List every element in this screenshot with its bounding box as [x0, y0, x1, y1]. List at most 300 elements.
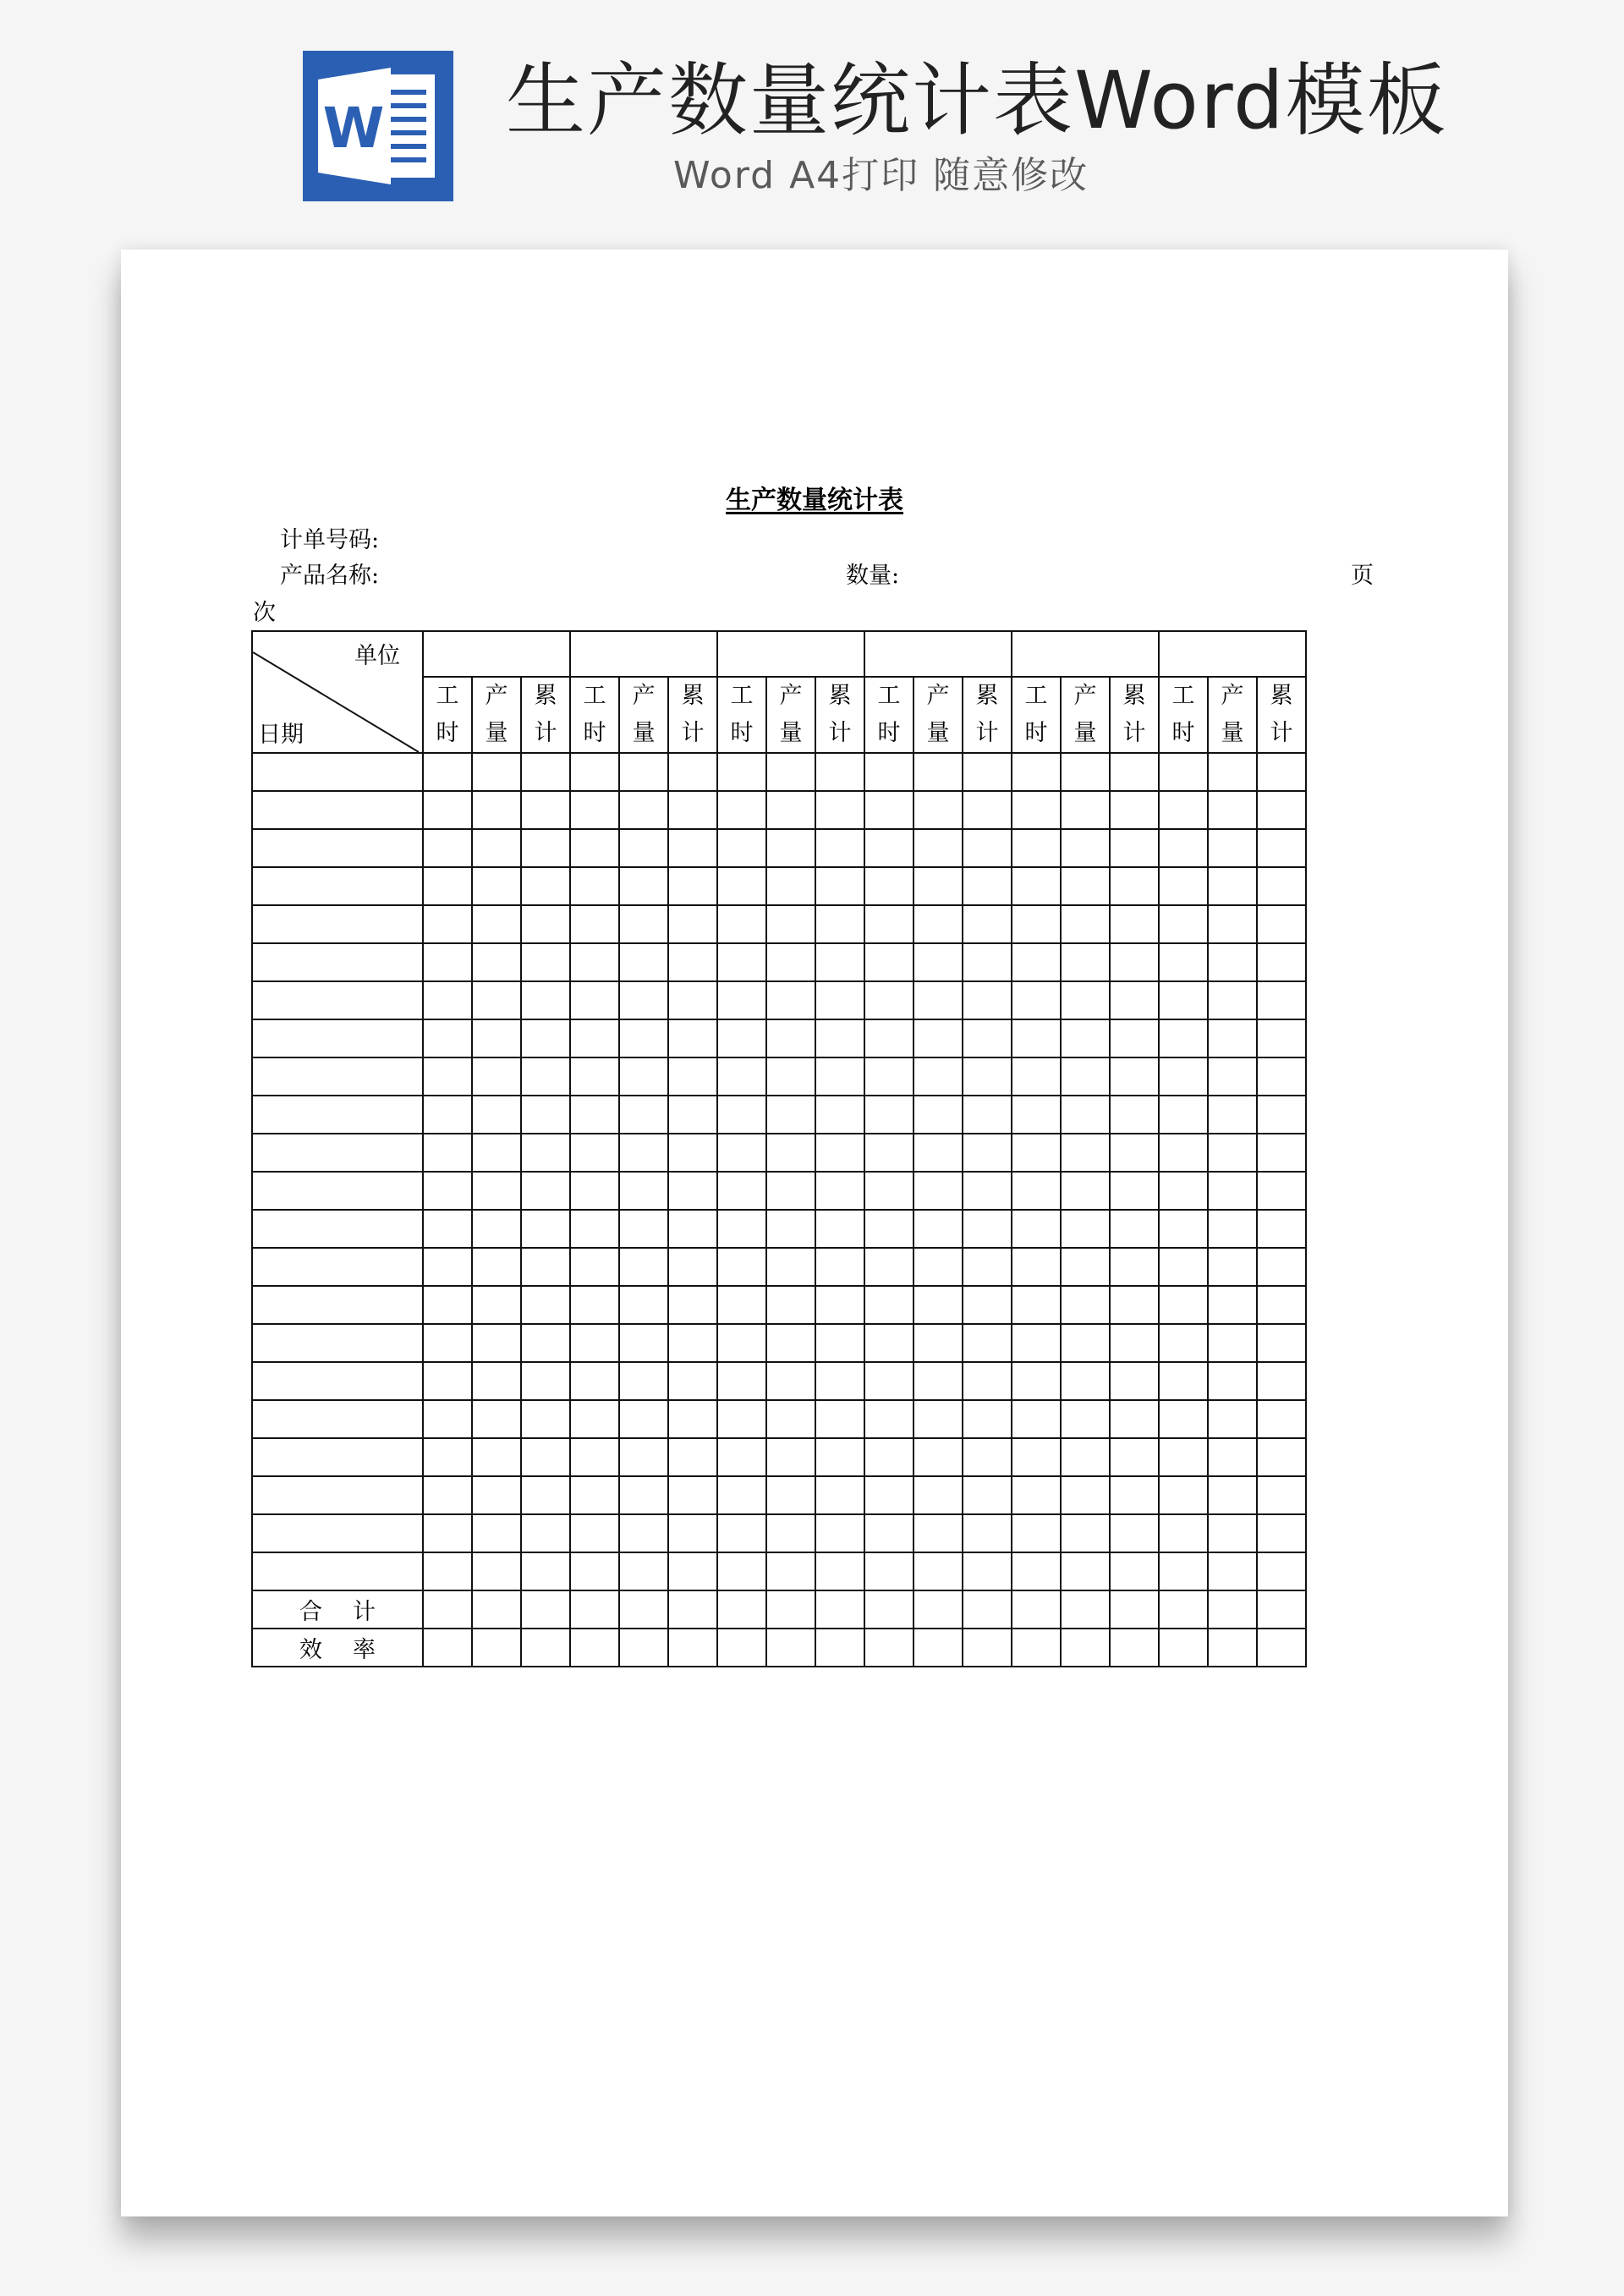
data-cell[interactable] — [914, 943, 963, 981]
date-cell[interactable] — [252, 1438, 423, 1476]
data-cell[interactable] — [619, 829, 668, 867]
data-cell[interactable] — [766, 753, 815, 791]
data-cell[interactable] — [619, 1134, 668, 1172]
data-cell[interactable] — [717, 867, 766, 905]
data-cell[interactable] — [1159, 1096, 1208, 1134]
data-cell[interactable] — [1159, 1324, 1208, 1362]
data-cell[interactable] — [1012, 1590, 1061, 1629]
data-cell[interactable] — [766, 1057, 815, 1096]
data-cell[interactable] — [1110, 1210, 1159, 1248]
data-cell[interactable] — [864, 1057, 914, 1096]
data-cell[interactable] — [423, 791, 472, 829]
data-cell[interactable] — [1012, 1514, 1061, 1552]
data-cell[interactable] — [1110, 1172, 1159, 1210]
data-cell[interactable] — [1012, 829, 1061, 867]
data-cell[interactable] — [766, 981, 815, 1019]
data-cell[interactable] — [1110, 753, 1159, 791]
data-cell[interactable] — [1061, 1019, 1110, 1057]
data-cell[interactable] — [1061, 1096, 1110, 1134]
data-cell[interactable] — [472, 1590, 521, 1629]
data-cell[interactable] — [717, 829, 766, 867]
data-cell[interactable] — [864, 1552, 914, 1590]
data-cell[interactable] — [472, 1400, 521, 1438]
data-cell[interactable] — [521, 1096, 570, 1134]
data-cell[interactable] — [766, 829, 815, 867]
data-cell[interactable] — [1257, 905, 1306, 943]
data-cell[interactable] — [815, 1514, 864, 1552]
data-cell[interactable] — [963, 1286, 1012, 1324]
data-cell[interactable] — [914, 791, 963, 829]
data-cell[interactable] — [864, 1362, 914, 1400]
data-cell[interactable] — [1061, 943, 1110, 981]
data-cell[interactable] — [1257, 867, 1306, 905]
data-cell[interactable] — [570, 829, 619, 867]
data-cell[interactable] — [815, 1476, 864, 1514]
data-cell[interactable] — [472, 1134, 521, 1172]
data-cell[interactable] — [1012, 1096, 1061, 1134]
data-cell[interactable] — [521, 1514, 570, 1552]
data-cell[interactable] — [1061, 905, 1110, 943]
date-cell[interactable] — [252, 791, 423, 829]
data-cell[interactable] — [815, 1590, 864, 1629]
data-cell[interactable] — [423, 981, 472, 1019]
data-cell[interactable] — [423, 829, 472, 867]
data-cell[interactable] — [619, 1438, 668, 1476]
data-cell[interactable] — [717, 1286, 766, 1324]
data-cell[interactable] — [570, 1362, 619, 1400]
data-cell[interactable] — [423, 1172, 472, 1210]
data-cell[interactable] — [1257, 753, 1306, 791]
data-cell[interactable] — [1110, 1590, 1159, 1629]
data-cell[interactable] — [1061, 1172, 1110, 1210]
data-cell[interactable] — [1208, 1210, 1257, 1248]
data-cell[interactable] — [472, 905, 521, 943]
data-cell[interactable] — [1012, 1134, 1061, 1172]
data-cell[interactable] — [521, 943, 570, 981]
date-cell[interactable] — [252, 1210, 423, 1248]
data-cell[interactable] — [668, 1057, 717, 1096]
data-cell[interactable] — [472, 943, 521, 981]
data-cell[interactable] — [1257, 1057, 1306, 1096]
data-cell[interactable] — [963, 829, 1012, 867]
data-cell[interactable] — [668, 1476, 717, 1514]
data-cell[interactable] — [570, 1629, 619, 1667]
date-cell[interactable] — [252, 1019, 423, 1057]
data-cell[interactable] — [619, 1096, 668, 1134]
data-cell[interactable] — [668, 791, 717, 829]
data-cell[interactable] — [963, 1019, 1012, 1057]
data-cell[interactable] — [521, 1476, 570, 1514]
data-cell[interactable] — [521, 1362, 570, 1400]
data-cell[interactable] — [717, 943, 766, 981]
data-cell[interactable] — [1208, 1552, 1257, 1590]
data-cell[interactable] — [1257, 829, 1306, 867]
data-cell[interactable] — [864, 1019, 914, 1057]
data-cell[interactable] — [570, 1590, 619, 1629]
data-cell[interactable] — [864, 753, 914, 791]
data-cell[interactable] — [717, 1096, 766, 1134]
data-cell[interactable] — [570, 753, 619, 791]
data-cell[interactable] — [1208, 1590, 1257, 1629]
data-cell[interactable] — [570, 791, 619, 829]
data-cell[interactable] — [864, 1286, 914, 1324]
data-cell[interactable] — [619, 1476, 668, 1514]
data-cell[interactable] — [717, 1400, 766, 1438]
data-cell[interactable] — [521, 1438, 570, 1476]
data-cell[interactable] — [766, 943, 815, 981]
data-cell[interactable] — [914, 829, 963, 867]
data-cell[interactable] — [570, 981, 619, 1019]
data-cell[interactable] — [1208, 1286, 1257, 1324]
data-cell[interactable] — [717, 1210, 766, 1248]
date-cell[interactable] — [252, 867, 423, 905]
data-cell[interactable] — [914, 1172, 963, 1210]
data-cell[interactable] — [1061, 1514, 1110, 1552]
data-cell[interactable] — [1110, 867, 1159, 905]
data-cell[interactable] — [1110, 1400, 1159, 1438]
data-cell[interactable] — [1061, 1324, 1110, 1362]
data-cell[interactable] — [766, 791, 815, 829]
unit-group-header[interactable] — [570, 631, 717, 677]
data-cell[interactable] — [1159, 1286, 1208, 1324]
data-cell[interactable] — [472, 791, 521, 829]
data-cell[interactable] — [472, 1057, 521, 1096]
data-cell[interactable] — [1110, 981, 1159, 1019]
data-cell[interactable] — [717, 791, 766, 829]
data-cell[interactable] — [619, 867, 668, 905]
data-cell[interactable] — [1159, 1248, 1208, 1286]
data-cell[interactable] — [1208, 1362, 1257, 1400]
data-cell[interactable] — [864, 1210, 914, 1248]
data-cell[interactable] — [864, 1134, 914, 1172]
data-cell[interactable] — [717, 1248, 766, 1286]
data-cell[interactable] — [472, 1438, 521, 1476]
data-cell[interactable] — [1110, 905, 1159, 943]
data-cell[interactable] — [619, 1019, 668, 1057]
data-cell[interactable] — [1257, 981, 1306, 1019]
data-cell[interactable] — [864, 981, 914, 1019]
data-cell[interactable] — [1061, 1629, 1110, 1667]
data-cell[interactable] — [472, 1514, 521, 1552]
data-cell[interactable] — [570, 1134, 619, 1172]
data-cell[interactable] — [815, 1552, 864, 1590]
data-cell[interactable] — [472, 753, 521, 791]
data-cell[interactable] — [521, 1400, 570, 1438]
data-cell[interactable] — [1208, 1400, 1257, 1438]
data-cell[interactable] — [815, 1019, 864, 1057]
data-cell[interactable] — [864, 867, 914, 905]
data-cell[interactable] — [914, 1324, 963, 1362]
date-cell[interactable] — [252, 981, 423, 1019]
data-cell[interactable] — [521, 753, 570, 791]
data-cell[interactable] — [619, 981, 668, 1019]
data-cell[interactable] — [1012, 1438, 1061, 1476]
data-cell[interactable] — [1012, 1629, 1061, 1667]
data-cell[interactable] — [619, 1210, 668, 1248]
data-cell[interactable] — [1208, 943, 1257, 981]
data-cell[interactable] — [1012, 753, 1061, 791]
data-cell[interactable] — [668, 1286, 717, 1324]
data-cell[interactable] — [914, 1476, 963, 1514]
data-cell[interactable] — [1110, 1438, 1159, 1476]
data-cell[interactable] — [1257, 1324, 1306, 1362]
data-cell[interactable] — [423, 1514, 472, 1552]
data-cell[interactable] — [864, 1324, 914, 1362]
data-cell[interactable] — [1110, 829, 1159, 867]
data-cell[interactable] — [815, 1286, 864, 1324]
data-cell[interactable] — [668, 753, 717, 791]
data-cell[interactable] — [472, 1248, 521, 1286]
data-cell[interactable] — [521, 1629, 570, 1667]
data-cell[interactable] — [472, 1172, 521, 1210]
data-cell[interactable] — [423, 1057, 472, 1096]
data-cell[interactable] — [472, 1362, 521, 1400]
data-cell[interactable] — [619, 1590, 668, 1629]
data-cell[interactable] — [1208, 1019, 1257, 1057]
data-cell[interactable] — [815, 1248, 864, 1286]
data-cell[interactable] — [766, 1362, 815, 1400]
data-cell[interactable] — [1208, 981, 1257, 1019]
data-cell[interactable] — [1159, 1476, 1208, 1514]
data-cell[interactable] — [815, 1324, 864, 1362]
data-cell[interactable] — [1257, 1552, 1306, 1590]
data-cell[interactable] — [1159, 1629, 1208, 1667]
data-cell[interactable] — [1159, 1438, 1208, 1476]
data-cell[interactable] — [1110, 1248, 1159, 1286]
data-cell[interactable] — [1208, 1438, 1257, 1476]
data-cell[interactable] — [1110, 1019, 1159, 1057]
data-cell[interactable] — [963, 1590, 1012, 1629]
data-cell[interactable] — [1061, 1057, 1110, 1096]
data-cell[interactable] — [1012, 1552, 1061, 1590]
data-cell[interactable] — [766, 1400, 815, 1438]
data-cell[interactable] — [766, 1552, 815, 1590]
date-cell[interactable] — [252, 1286, 423, 1324]
data-cell[interactable] — [1012, 1057, 1061, 1096]
date-cell[interactable] — [252, 1057, 423, 1096]
data-cell[interactable] — [472, 1286, 521, 1324]
data-cell[interactable] — [815, 905, 864, 943]
data-cell[interactable] — [521, 905, 570, 943]
data-cell[interactable] — [423, 943, 472, 981]
data-cell[interactable] — [423, 1134, 472, 1172]
data-cell[interactable] — [1061, 1134, 1110, 1172]
date-cell[interactable] — [252, 1514, 423, 1552]
data-cell[interactable] — [1061, 1362, 1110, 1400]
data-cell[interactable] — [1159, 905, 1208, 943]
data-cell[interactable] — [1257, 1096, 1306, 1134]
data-cell[interactable] — [864, 1248, 914, 1286]
data-cell[interactable] — [1257, 1476, 1306, 1514]
data-cell[interactable] — [1208, 1134, 1257, 1172]
data-cell[interactable] — [815, 1629, 864, 1667]
data-cell[interactable] — [472, 981, 521, 1019]
data-cell[interactable] — [717, 1590, 766, 1629]
data-cell[interactable] — [668, 1400, 717, 1438]
data-cell[interactable] — [423, 1248, 472, 1286]
data-cell[interactable] — [1061, 1552, 1110, 1590]
data-cell[interactable] — [1012, 867, 1061, 905]
data-cell[interactable] — [766, 905, 815, 943]
data-cell[interactable] — [1110, 1134, 1159, 1172]
data-cell[interactable] — [1159, 1362, 1208, 1400]
data-cell[interactable] — [423, 905, 472, 943]
data-cell[interactable] — [619, 753, 668, 791]
data-cell[interactable] — [766, 1134, 815, 1172]
data-cell[interactable] — [668, 1210, 717, 1248]
data-cell[interactable] — [1257, 1629, 1306, 1667]
unit-group-header[interactable] — [1159, 631, 1306, 677]
data-cell[interactable] — [1257, 943, 1306, 981]
data-cell[interactable] — [668, 829, 717, 867]
unit-group-header[interactable] — [1012, 631, 1159, 677]
data-cell[interactable] — [1110, 943, 1159, 981]
data-cell[interactable] — [815, 829, 864, 867]
date-cell[interactable] — [252, 1552, 423, 1590]
data-cell[interactable] — [423, 1590, 472, 1629]
data-cell[interactable] — [766, 1438, 815, 1476]
data-cell[interactable] — [963, 1629, 1012, 1667]
data-cell[interactable] — [521, 1590, 570, 1629]
data-cell[interactable] — [1208, 905, 1257, 943]
data-cell[interactable] — [1012, 1476, 1061, 1514]
data-cell[interactable] — [963, 1362, 1012, 1400]
data-cell[interactable] — [1208, 1248, 1257, 1286]
data-cell[interactable] — [668, 1096, 717, 1134]
data-cell[interactable] — [914, 1057, 963, 1096]
data-cell[interactable] — [914, 1210, 963, 1248]
data-cell[interactable] — [1061, 1248, 1110, 1286]
data-cell[interactable] — [963, 1438, 1012, 1476]
data-cell[interactable] — [1012, 1324, 1061, 1362]
date-cell[interactable] — [252, 1400, 423, 1438]
data-cell[interactable] — [619, 1248, 668, 1286]
data-cell[interactable] — [1061, 867, 1110, 905]
data-cell[interactable] — [668, 867, 717, 905]
data-cell[interactable] — [717, 1476, 766, 1514]
date-cell[interactable] — [252, 1362, 423, 1400]
data-cell[interactable] — [864, 1514, 914, 1552]
data-cell[interactable] — [570, 1438, 619, 1476]
data-cell[interactable] — [570, 1400, 619, 1438]
data-cell[interactable] — [1208, 829, 1257, 867]
data-cell[interactable] — [472, 867, 521, 905]
data-cell[interactable] — [1208, 753, 1257, 791]
data-cell[interactable] — [815, 1400, 864, 1438]
data-cell[interactable] — [668, 1552, 717, 1590]
data-cell[interactable] — [423, 1210, 472, 1248]
date-cell[interactable] — [252, 829, 423, 867]
data-cell[interactable] — [570, 1019, 619, 1057]
data-cell[interactable] — [914, 1629, 963, 1667]
data-cell[interactable] — [570, 905, 619, 943]
date-cell[interactable] — [252, 905, 423, 943]
data-cell[interactable] — [1257, 1172, 1306, 1210]
data-cell[interactable] — [619, 1400, 668, 1438]
data-cell[interactable] — [1159, 1210, 1208, 1248]
data-cell[interactable] — [1257, 1590, 1306, 1629]
data-cell[interactable] — [914, 981, 963, 1019]
data-cell[interactable] — [619, 1172, 668, 1210]
data-cell[interactable] — [668, 943, 717, 981]
data-cell[interactable] — [1061, 1438, 1110, 1476]
data-cell[interactable] — [963, 1476, 1012, 1514]
data-cell[interactable] — [914, 1286, 963, 1324]
data-cell[interactable] — [717, 1362, 766, 1400]
data-cell[interactable] — [423, 753, 472, 791]
data-cell[interactable] — [423, 1324, 472, 1362]
data-cell[interactable] — [1012, 1362, 1061, 1400]
data-cell[interactable] — [570, 867, 619, 905]
data-cell[interactable] — [1208, 791, 1257, 829]
data-cell[interactable] — [1159, 1590, 1208, 1629]
data-cell[interactable] — [914, 1134, 963, 1172]
data-cell[interactable] — [914, 1514, 963, 1552]
data-cell[interactable] — [963, 905, 1012, 943]
data-cell[interactable] — [864, 943, 914, 981]
data-cell[interactable] — [472, 829, 521, 867]
data-cell[interactable] — [1061, 1400, 1110, 1438]
data-cell[interactable] — [1110, 1096, 1159, 1134]
data-cell[interactable] — [521, 1286, 570, 1324]
data-cell[interactable] — [423, 1286, 472, 1324]
data-cell[interactable] — [963, 981, 1012, 1019]
data-cell[interactable] — [1012, 1210, 1061, 1248]
data-cell[interactable] — [1159, 753, 1208, 791]
data-cell[interactable] — [864, 1400, 914, 1438]
data-cell[interactable] — [521, 981, 570, 1019]
data-cell[interactable] — [1159, 943, 1208, 981]
data-cell[interactable] — [815, 1438, 864, 1476]
data-cell[interactable] — [1208, 1476, 1257, 1514]
data-cell[interactable] — [1012, 791, 1061, 829]
data-cell[interactable] — [815, 943, 864, 981]
data-cell[interactable] — [1012, 981, 1061, 1019]
data-cell[interactable] — [570, 1096, 619, 1134]
data-cell[interactable] — [570, 943, 619, 981]
data-cell[interactable] — [472, 1096, 521, 1134]
data-cell[interactable] — [1159, 1400, 1208, 1438]
date-cell[interactable] — [252, 1096, 423, 1134]
data-cell[interactable] — [423, 1438, 472, 1476]
data-cell[interactable] — [521, 1134, 570, 1172]
data-cell[interactable] — [521, 1172, 570, 1210]
data-cell[interactable] — [963, 791, 1012, 829]
data-cell[interactable] — [619, 791, 668, 829]
data-cell[interactable] — [668, 1172, 717, 1210]
data-cell[interactable] — [963, 1248, 1012, 1286]
data-cell[interactable] — [1159, 1552, 1208, 1590]
data-cell[interactable] — [815, 753, 864, 791]
data-cell[interactable] — [1208, 1172, 1257, 1210]
data-cell[interactable] — [570, 1210, 619, 1248]
data-cell[interactable] — [815, 867, 864, 905]
data-cell[interactable] — [1257, 1286, 1306, 1324]
unit-group-header[interactable] — [717, 631, 864, 677]
data-cell[interactable] — [815, 981, 864, 1019]
data-cell[interactable] — [914, 867, 963, 905]
data-cell[interactable] — [963, 867, 1012, 905]
data-cell[interactable] — [963, 1172, 1012, 1210]
data-cell[interactable] — [766, 1248, 815, 1286]
data-cell[interactable] — [766, 1324, 815, 1362]
data-cell[interactable] — [521, 1210, 570, 1248]
data-cell[interactable] — [717, 1629, 766, 1667]
data-cell[interactable] — [1257, 1514, 1306, 1552]
data-cell[interactable] — [864, 1629, 914, 1667]
data-cell[interactable] — [619, 1629, 668, 1667]
data-cell[interactable] — [570, 1057, 619, 1096]
